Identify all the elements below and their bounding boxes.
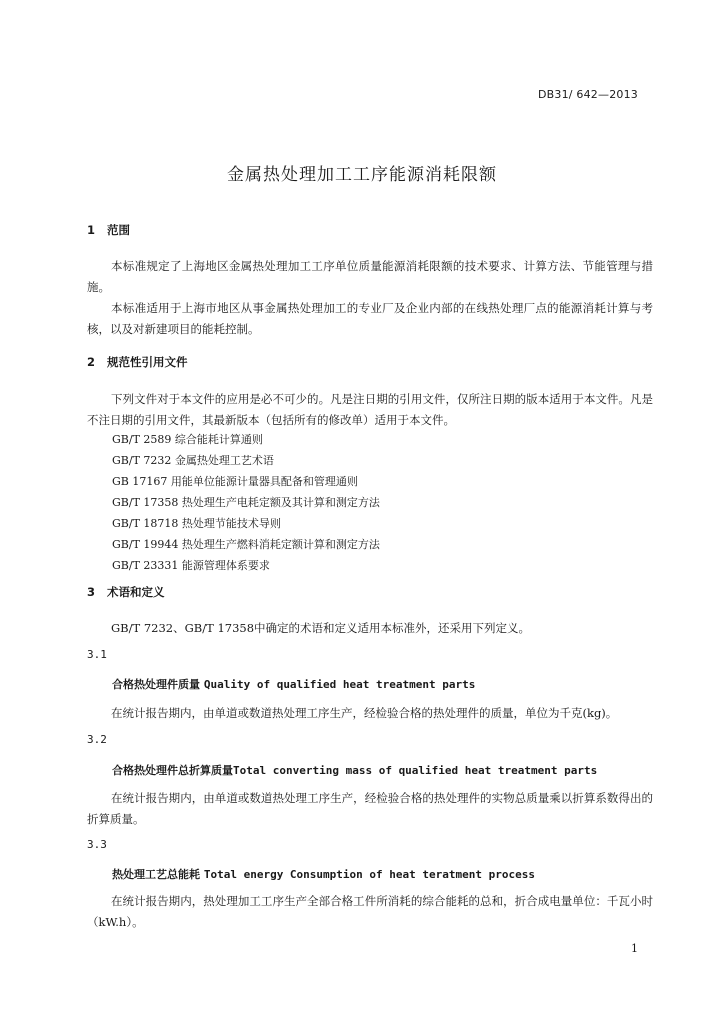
term-number: 3.3 <box>87 838 107 851</box>
term-number: 3.1 <box>87 648 107 661</box>
scope-paragraph-1: 本标准规定了上海地区金属热处理加工工序单位质量能源消耗限额的技术要求、计算方法、节能管理与措施。 <box>87 259 653 294</box>
reference-item: GB/T 19944 热处理生产燃料消耗定额计算和测定方法 <box>112 538 380 551</box>
terms-intro: GB/T 7232、GB/T 17358中确定的术语和定义适用本标准外，还采用下列定义。 <box>111 621 531 635</box>
reference-item: GB/T 23331 能源管理体系要求 <box>112 559 270 572</box>
section-number: 2 <box>87 355 96 369</box>
term-title-zh: 合格热处理件总折算质量 <box>112 764 233 777</box>
term-title-en: Quality of qualified heat treatment parts <box>203 678 476 691</box>
term-title <box>112 762 597 778</box>
page-number: 1 <box>631 942 638 955</box>
section-title: 术语和定义 <box>107 585 165 599</box>
document-code: DB31/ 642—2013 <box>537 88 638 101</box>
section-number: 1 <box>87 223 96 237</box>
section-number: 3 <box>87 585 96 599</box>
section-2-heading <box>87 354 188 370</box>
reference-item: GB/T 2589 综合能耗计算通则 <box>112 433 263 446</box>
term-definition: 在统计报告期内，热处理加工工序生产全部合格工件所消耗的综合能耗的总和，折合成电量单位：千瓦小时（kW.h）。 <box>87 894 653 929</box>
reference-item: GB 17167 用能单位能源计量器具配备和管理通则 <box>112 475 358 488</box>
reference-item: GB/T 7232 金属热处理工艺术语 <box>112 454 274 467</box>
scope-paragraph-2: 本标准适用于上海市地区从事金属热处理加工的专业厂及企业内部的在线热处理厂点的能源消耗计算与考核，以及对新建项目的能耗控制。 <box>87 301 653 336</box>
term-title-zh: 合格热处理件质量 <box>112 678 200 691</box>
section-3-heading <box>87 584 165 600</box>
term-title-zh: 热处理工艺总能耗 <box>112 868 200 881</box>
term-number: 3.2 <box>87 733 107 746</box>
term-title <box>112 676 475 692</box>
term-title-en: Total energy Consumption of heat teratment process <box>203 868 535 881</box>
document-title: 金属热处理加工工序能源消耗限额 <box>227 165 497 185</box>
term-definition: 在统计报告期内，由单道或数道热处理工序生产，经检验合格的热处理件的质量，单位为千克(kg)。 <box>111 706 618 720</box>
reference-item: GB/T 18718 热处理节能技术导则 <box>112 517 281 530</box>
term-title <box>112 866 535 882</box>
term-definition: 在统计报告期内，由单道或数道热处理工序生产，经检验合格的热处理件的实物总质量乘以折算系数得出的折算质量。 <box>87 791 653 826</box>
section-1-heading <box>87 222 130 238</box>
term-title-en: Total converting mass of qualified heat treatment parts <box>233 764 598 777</box>
section-title: 规范性引用文件 <box>107 355 188 369</box>
section-title: 范围 <box>107 223 130 237</box>
reference-item: GB/T 17358 热处理生产电耗定额及其计算和测定方法 <box>112 496 380 509</box>
references-intro: 下列文件对于本文件的应用是必不可少的。凡是注日期的引用文件，仅所注日期的版本适用于本文件。凡是不注日期的引用文件，其最新版本（包括所有的修改单）适用于本文件。 <box>87 392 653 427</box>
